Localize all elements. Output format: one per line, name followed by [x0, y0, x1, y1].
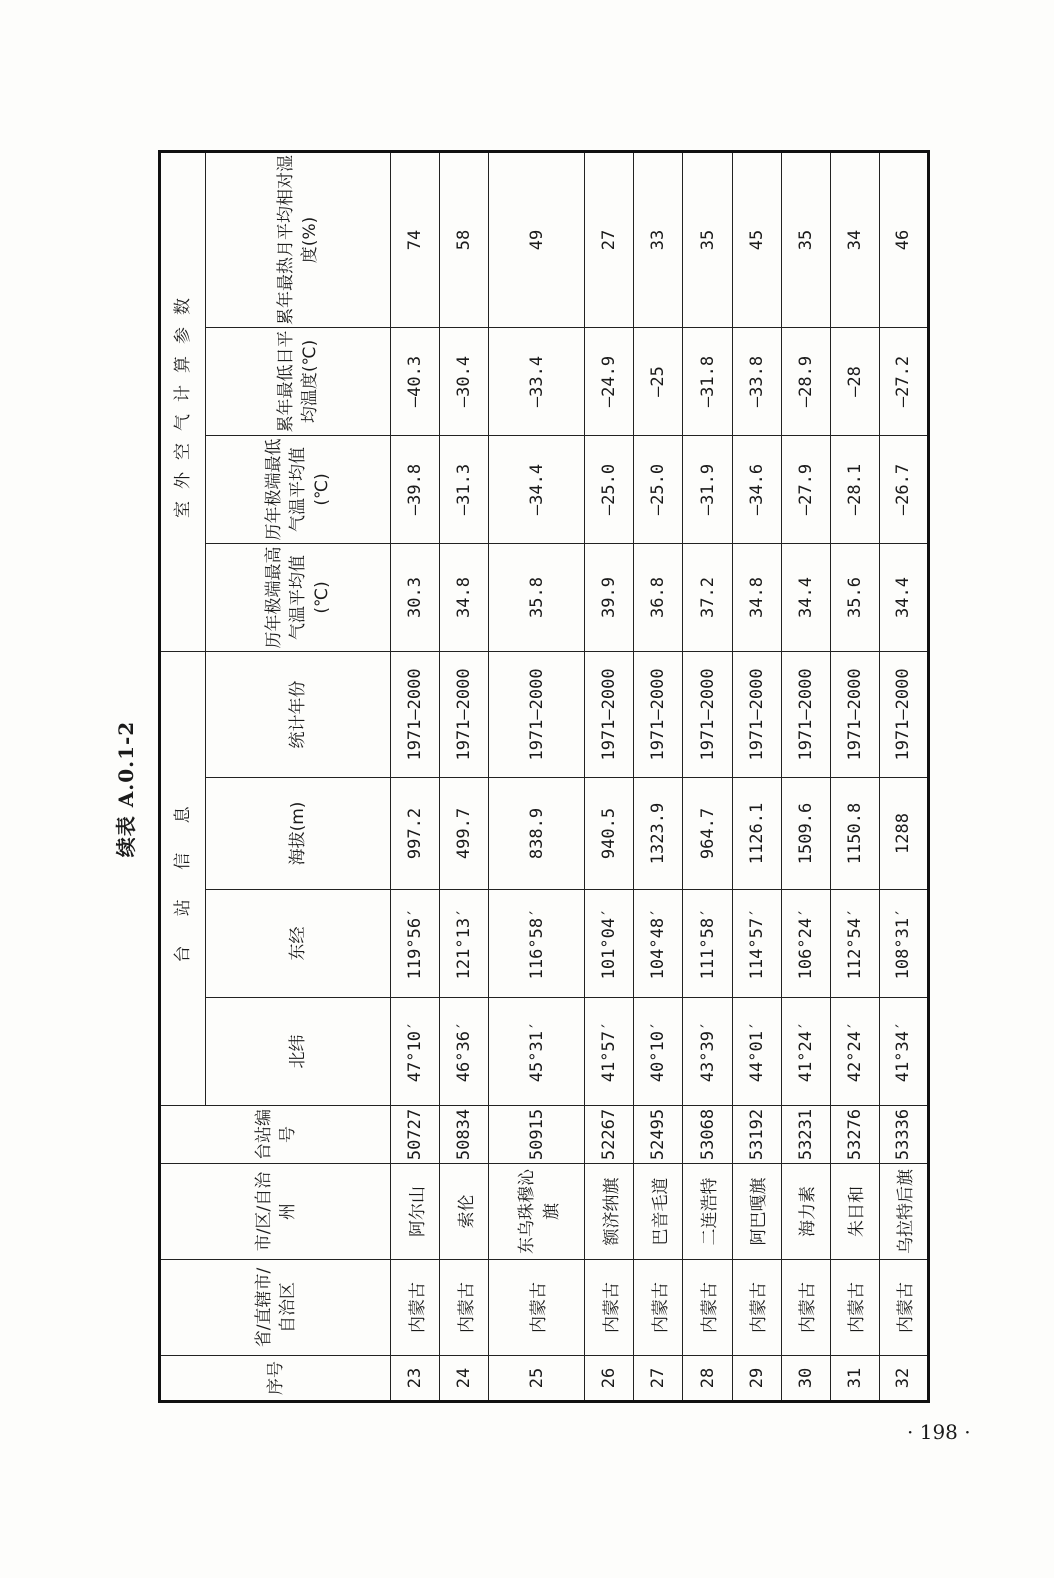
cell-altitude: 838.9: [489, 778, 585, 890]
cell-city: 二连浩特: [683, 1164, 732, 1260]
cell-stat-years: 1971—2000: [781, 651, 830, 777]
cell-seq: 24: [440, 1356, 489, 1402]
header-seq: 序号: [160, 1356, 391, 1402]
cell-extreme-min-temp: —34.6: [732, 435, 781, 543]
cell-min-daily-temp: —33.4: [489, 327, 585, 435]
cell-extreme-max-temp: 39.9: [585, 543, 634, 651]
cell-min-daily-temp: —28.9: [781, 327, 830, 435]
cell-humidity: 35: [683, 151, 732, 327]
header-altitude: 海拔(m): [206, 778, 391, 890]
cell-extreme-min-temp: —31.3: [440, 435, 489, 543]
cell-stat-years: 1971—2000: [585, 651, 634, 777]
cell-extreme-min-temp: —34.4: [489, 435, 585, 543]
header-province: 省/直辖市/自治区: [160, 1260, 391, 1356]
cell-stat-years: 1971—2000: [489, 651, 585, 777]
cell-station-id: 53336: [879, 1106, 928, 1164]
cell-humidity: 34: [830, 151, 879, 327]
cell-altitude: 940.5: [585, 778, 634, 890]
cell-station-id: 53068: [683, 1106, 732, 1164]
cell-altitude: 1509.6: [781, 778, 830, 890]
cell-humidity: 58: [440, 151, 489, 327]
cell-min-daily-temp: —31.8: [683, 327, 732, 435]
table-title: 续表 A.0.1-2: [114, 720, 138, 858]
cell-seq: 28: [683, 1356, 732, 1402]
cell-province: 内蒙古: [683, 1260, 732, 1356]
cell-province: 内蒙古: [732, 1260, 781, 1356]
cell-extreme-max-temp: 34.4: [781, 543, 830, 651]
cell-extreme-min-temp: —27.9: [781, 435, 830, 543]
cell-extreme-min-temp: —25.0: [585, 435, 634, 543]
cell-station-id: 52267: [585, 1106, 634, 1164]
cell-stat-years: 1971—2000: [683, 651, 732, 777]
cell-stat-years: 1971—2000: [391, 651, 440, 777]
cell-extreme-max-temp: 30.3: [391, 543, 440, 651]
cell-extreme-min-temp: —31.9: [683, 435, 732, 543]
cell-humidity: 33: [634, 151, 683, 327]
cell-station-id: 50727: [391, 1106, 440, 1164]
cell-min-daily-temp: —28: [830, 327, 879, 435]
cell-stat-years: 1971—2000: [440, 651, 489, 777]
cell-province: 内蒙古: [830, 1260, 879, 1356]
cell-longitude: 114°57′: [732, 890, 781, 998]
cell-latitude: 41°34′: [879, 998, 928, 1106]
header-min-daily-temp: 累年最低日平均温度(℃): [206, 327, 391, 435]
cell-humidity: 49: [489, 151, 585, 327]
cell-altitude: 997.2: [391, 778, 440, 890]
cell-humidity: 35: [781, 151, 830, 327]
table-row: [879, 151, 928, 1401]
cell-station-id: 50915: [489, 1106, 585, 1164]
cell-extreme-min-temp: —25.0: [634, 435, 683, 543]
cell-city: 海力素: [781, 1164, 830, 1260]
table-row: [683, 151, 732, 1401]
cell-stat-years: 1971—2000: [830, 651, 879, 777]
table-row: [489, 151, 585, 1401]
cell-altitude: 1150.8: [830, 778, 879, 890]
cell-city: 阿巴嘎旗: [732, 1164, 781, 1260]
cell-latitude: 43°39′: [683, 998, 732, 1106]
cell-station-id: 53192: [732, 1106, 781, 1164]
cell-station-id: 52495: [634, 1106, 683, 1164]
cell-seq: 32: [879, 1356, 928, 1402]
cell-extreme-max-temp: 34.8: [732, 543, 781, 651]
table-row: [634, 151, 683, 1401]
cell-min-daily-temp: —27.2: [879, 327, 928, 435]
cell-min-daily-temp: —30.4: [440, 327, 489, 435]
cell-seq: 30: [781, 1356, 830, 1402]
cell-extreme-max-temp: 34.8: [440, 543, 489, 651]
cell-latitude: 45°31′: [489, 998, 585, 1106]
cell-longitude: 119°56′: [391, 890, 440, 998]
cell-altitude: 964.7: [683, 778, 732, 890]
cell-longitude: 104°48′: [634, 890, 683, 998]
cell-latitude: 42°24′: [830, 998, 879, 1106]
cell-humidity: 74: [391, 151, 440, 327]
cell-longitude: 116°58′: [489, 890, 585, 998]
header-extreme-min-temp: 历年极端最低气温平均值(℃): [206, 435, 391, 543]
header-city: 市/区/自治州: [160, 1164, 391, 1260]
cell-city: 阿尔山: [391, 1164, 440, 1260]
header-longitude: 东经: [206, 890, 391, 998]
cell-extreme-min-temp: —39.8: [391, 435, 440, 543]
cell-min-daily-temp: —40.3: [391, 327, 440, 435]
cell-extreme-max-temp: 35.8: [489, 543, 585, 651]
cell-extreme-max-temp: 35.6: [830, 543, 879, 651]
table-row: [391, 151, 440, 1401]
cell-stat-years: 1971—2000: [879, 651, 928, 777]
cell-stat-years: 1971—2000: [634, 651, 683, 777]
cell-extreme-max-temp: 36.8: [634, 543, 683, 651]
cell-min-daily-temp: —25: [634, 327, 683, 435]
page-number: · 198 ·: [907, 1420, 971, 1444]
cell-seq: 27: [634, 1356, 683, 1402]
climate-table: [158, 150, 930, 1403]
cell-seq: 26: [585, 1356, 634, 1402]
cell-humidity: 27: [585, 151, 634, 327]
cell-longitude: 101°04′: [585, 890, 634, 998]
cell-longitude: 111°58′: [683, 890, 732, 998]
cell-station-id: 50834: [440, 1106, 489, 1164]
cell-longitude: 121°13′: [440, 890, 489, 998]
header-humidity: 累年最热月平均相对湿度(%): [206, 151, 391, 327]
cell-province: 内蒙古: [781, 1260, 830, 1356]
cell-longitude: 112°54′: [830, 890, 879, 998]
cell-province: 内蒙古: [489, 1260, 585, 1356]
cell-province: 内蒙古: [585, 1260, 634, 1356]
cell-extreme-max-temp: 34.4: [879, 543, 928, 651]
cell-city: 巴音毛道: [634, 1164, 683, 1260]
cell-city: 额济纳旗: [585, 1164, 634, 1260]
cell-stat-years: 1971—2000: [732, 651, 781, 777]
cell-latitude: 41°57′: [585, 998, 634, 1106]
cell-city: 东乌珠穆沁旗: [489, 1164, 585, 1260]
cell-latitude: 40°10′: [634, 998, 683, 1106]
cell-seq: 29: [732, 1356, 781, 1402]
cell-min-daily-temp: —33.8: [732, 327, 781, 435]
table-row: [732, 151, 781, 1401]
cell-extreme-min-temp: —28.1: [830, 435, 879, 543]
cell-latitude: 41°24′: [781, 998, 830, 1106]
cell-altitude: 1288: [879, 778, 928, 890]
header-latitude: 北纬: [206, 998, 391, 1106]
cell-altitude: 1323.9: [634, 778, 683, 890]
cell-station-id: 53231: [781, 1106, 830, 1164]
cell-extreme-min-temp: —26.7: [879, 435, 928, 543]
cell-city: 朱日和: [830, 1164, 879, 1260]
cell-city: 索伦: [440, 1164, 489, 1260]
cell-latitude: 44°01′: [732, 998, 781, 1106]
header-station-id: 台站编号: [160, 1106, 391, 1164]
cell-city: 乌拉特后旗: [879, 1164, 928, 1260]
header-station-info: 台 站 信 息: [160, 651, 206, 1105]
cell-province: 内蒙古: [391, 1260, 440, 1356]
table-row: [781, 151, 830, 1401]
cell-latitude: 46°36′: [440, 998, 489, 1106]
cell-humidity: 45: [732, 151, 781, 327]
cell-altitude: 1126.1: [732, 778, 781, 890]
cell-min-daily-temp: —24.9: [585, 327, 634, 435]
table-row: [440, 151, 489, 1401]
header-stat-years: 统计年份: [206, 651, 391, 777]
cell-seq: 25: [489, 1356, 585, 1402]
cell-altitude: 499.7: [440, 778, 489, 890]
cell-station-id: 53276: [830, 1106, 879, 1164]
header-outdoor-params: 室外空气计算参数: [160, 151, 206, 651]
cell-longitude: 106°24′: [781, 890, 830, 998]
header-extreme-max-temp: 历年极端最高气温平均值(℃): [206, 543, 391, 651]
cell-extreme-max-temp: 37.2: [683, 543, 732, 651]
cell-seq: 23: [391, 1356, 440, 1402]
table-row: [830, 151, 879, 1401]
cell-latitude: 47°10′: [391, 998, 440, 1106]
cell-province: 内蒙古: [879, 1260, 928, 1356]
cell-humidity: 46: [879, 151, 928, 327]
cell-seq: 31: [830, 1356, 879, 1402]
cell-province: 内蒙古: [440, 1260, 489, 1356]
table-row: [585, 151, 634, 1401]
cell-longitude: 108°31′: [879, 890, 928, 998]
cell-province: 内蒙古: [634, 1260, 683, 1356]
